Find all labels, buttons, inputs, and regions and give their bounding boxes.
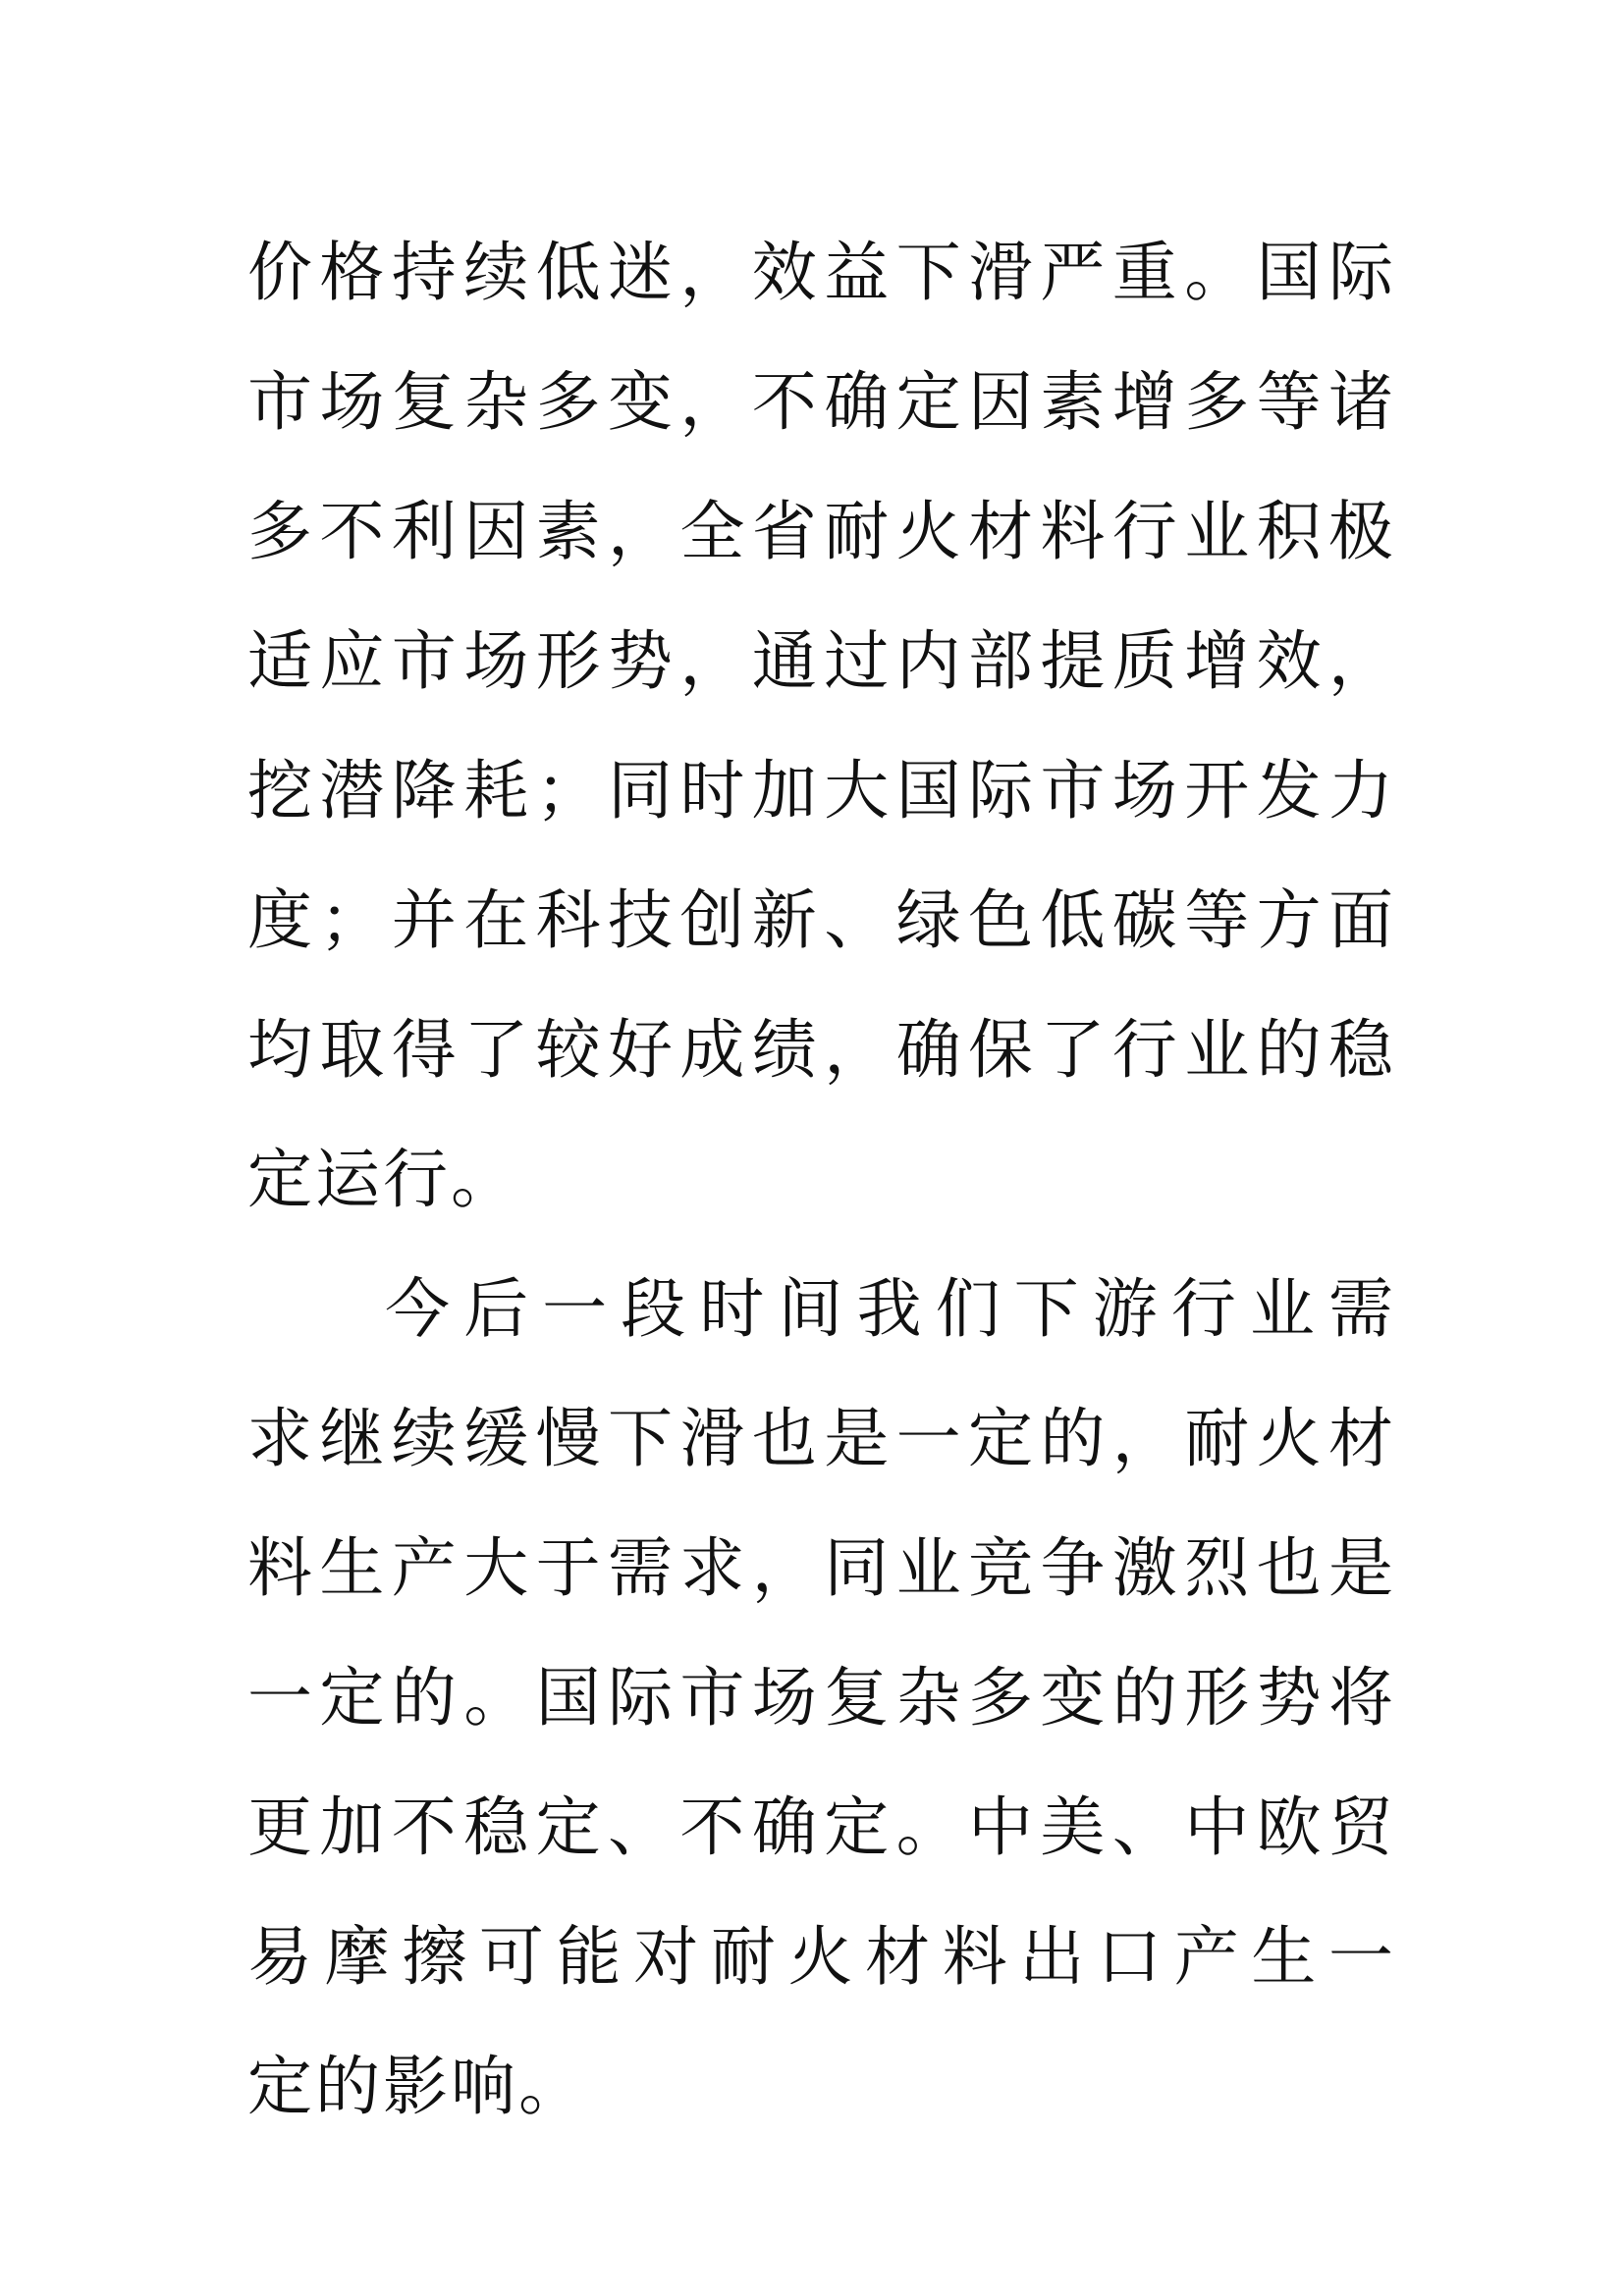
text-line: 多不利因素，全省耐火材料行业积极 bbox=[247, 494, 1396, 569]
text-line: 求继续缓慢下滑也是一定的，耐火材 bbox=[247, 1401, 1396, 1476]
text-line: 均取得了较好成绩，确保了行业的稳 bbox=[247, 1012, 1396, 1088]
text-line: 料生产大于需求，同业竞争激烈也是 bbox=[247, 1530, 1396, 1606]
text-line: 一定的。国际市场复杂多变的形势将 bbox=[247, 1660, 1396, 1735]
text-line: 适应市场形势，通过内部提质增效， bbox=[247, 623, 1396, 699]
text-line: 价格持续低迷，效益下滑严重。国际 bbox=[247, 235, 1396, 310]
text-line: 定运行。 bbox=[247, 1142, 518, 1217]
text-line: 度；并在科技创新、绿色低碳等方面 bbox=[247, 882, 1396, 958]
text-line: 今后一段时间我们下游行业需 bbox=[385, 1271, 1396, 1347]
document-body bbox=[247, 208, 1396, 2152]
text-line: 挖潜降耗；同时加大国际市场开发力 bbox=[247, 753, 1396, 828]
text-line: 更加不稳定、不确定。中美、中欧贸 bbox=[247, 1789, 1396, 1865]
text-line: 定的影响。 bbox=[247, 2049, 586, 2124]
text-line: 易摩擦可能对耐火材料出口产生一 bbox=[247, 1919, 1396, 1995]
text-line: 市场复杂多变，不确定因素增多等诸 bbox=[247, 364, 1396, 440]
